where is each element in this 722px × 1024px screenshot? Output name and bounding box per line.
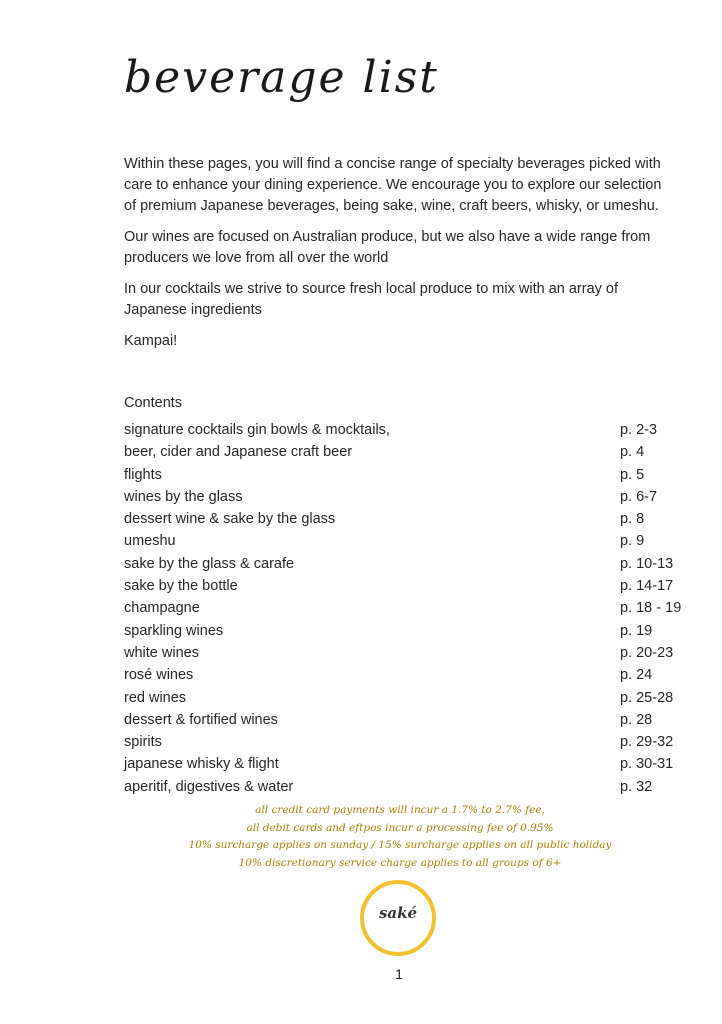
toc-label: spirits — [124, 734, 162, 751]
toc-row — [124, 731, 676, 753]
toc-row — [124, 687, 676, 709]
toc-row — [124, 419, 676, 441]
toc-row — [124, 642, 676, 664]
toc-page-ref: p. 18 - 19 — [620, 600, 682, 617]
toc-row — [124, 575, 676, 597]
toc-label: flights — [124, 466, 162, 483]
toc-row — [124, 753, 676, 775]
toc-page-ref: p. 6-7 — [620, 488, 658, 505]
toc-page-ref: p. 5 — [620, 466, 645, 483]
toc-page-ref: p. 8 — [620, 511, 645, 528]
intro-sign-off: Kampai! — [124, 333, 178, 349]
toc-page-ref: p. 29-32 — [620, 734, 674, 751]
toc-page-ref: p. 32 — [620, 778, 653, 795]
toc-page-ref: p. 20-23 — [620, 644, 674, 661]
payment-notes — [100, 802, 700, 872]
toc-page-ref: p. 30-31 — [620, 756, 674, 773]
toc-row — [124, 664, 676, 686]
toc-page-ref: p. 14-17 — [620, 578, 674, 595]
sake-logo — [360, 880, 436, 956]
toc-row — [124, 776, 676, 798]
toc-label: aperitif, digestives & water — [124, 778, 294, 795]
toc-label: rosé wines — [124, 667, 194, 684]
toc-row — [124, 464, 676, 486]
intro-paragraph-2: Our wines are focused on Australian produce, but we also have a wide range from producers we love from all over the world — [124, 229, 651, 266]
payment-note: all debit cards and eftpos incur a processing fee of 0.95% — [246, 821, 554, 834]
table-of-contents — [124, 419, 682, 798]
toc-page-ref: p. 24 — [620, 667, 653, 684]
toc-page-ref: p. 9 — [620, 533, 645, 550]
toc-row — [124, 508, 676, 530]
intro-section — [124, 154, 676, 362]
toc-page-ref: p. 25-28 — [620, 689, 674, 706]
toc-label: beer, cider and Japanese craft beer — [124, 444, 353, 461]
toc-label: japanese whisky & flight — [124, 756, 279, 773]
toc-label: champagne — [124, 600, 200, 617]
toc-label: umeshu — [124, 533, 176, 550]
payment-note: 10% discretionary service charge applies to all groups of 6+ — [238, 856, 562, 869]
payment-note: 10% surcharge applies on sunday / 15% surcharge applies on all public holiday — [188, 839, 612, 851]
toc-label: dessert wine & sake by the glass — [124, 511, 336, 528]
toc-label: signature cocktails gin bowls & mocktails, — [124, 422, 390, 438]
intro-paragraph-1: Within these pages, you will find a concise range of specialty beverages picked with care to enhance your dining experience. We encourage you to explore our selection of premium Japanese beverages, being sake, wine, craft beers, whisky, or umeshu. — [124, 156, 662, 214]
toc-label: white wines — [124, 644, 199, 661]
toc-page-ref: p. 28 — [620, 711, 653, 728]
payment-note: all credit card payments will incur a 1.7% to 2.7% fee, — [255, 804, 545, 816]
toc-row — [124, 530, 676, 552]
toc-row — [124, 553, 676, 575]
contents-heading: Contents — [124, 395, 183, 411]
toc-row — [124, 709, 676, 731]
toc-label: sake by the bottle — [124, 578, 238, 595]
toc-row — [124, 486, 676, 508]
toc-page-ref: p. 10-13 — [620, 555, 674, 572]
toc-label: sake by the glass & carafe — [124, 555, 295, 572]
toc-page-ref: p. 4 — [620, 444, 645, 461]
page-number: 1 — [395, 966, 403, 982]
logo-text: saké — [378, 904, 418, 922]
toc-label: wines by the glass — [124, 488, 243, 505]
toc-row — [124, 620, 676, 642]
toc-label: dessert & fortified wines — [124, 711, 278, 728]
toc-row — [124, 597, 682, 619]
toc-label: red wines — [124, 689, 187, 706]
toc-label: sparkling wines — [124, 622, 224, 639]
toc-page-ref: p. 2-3 — [620, 422, 658, 438]
toc-row — [124, 441, 676, 463]
intro-paragraph-3: In our cocktails we strive to source fresh local produce to mix with an array of Japanese ingredients — [124, 281, 619, 318]
toc-page-ref: p. 19 — [620, 622, 653, 639]
page-title: beverage list — [124, 52, 439, 103]
